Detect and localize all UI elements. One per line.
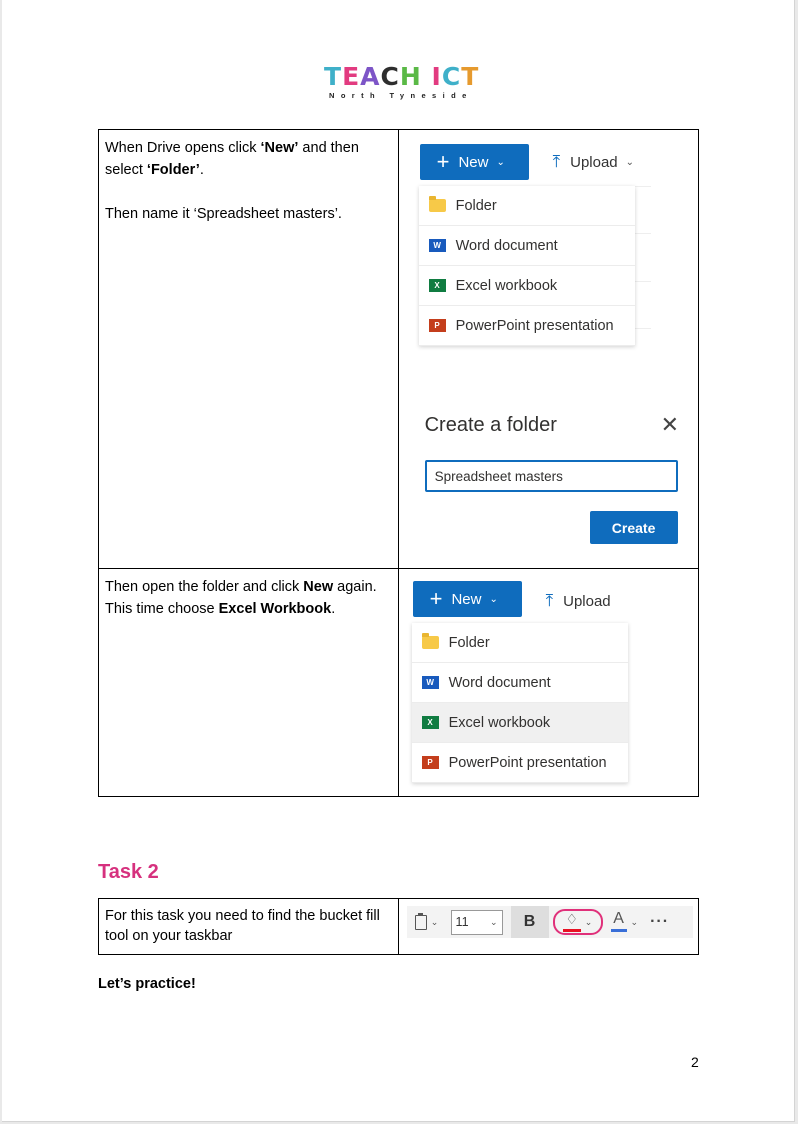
plus-icon: + [429, 586, 443, 611]
plus-icon: + [436, 149, 450, 174]
chevron-down-icon: ⌄ [430, 916, 439, 927]
instruction-cell-2 [99, 569, 399, 797]
dialog-title: Create a folder [424, 414, 557, 436]
task-2-table [98, 898, 699, 955]
more-options-icon[interactable]: ··· [650, 913, 670, 930]
logo-subtitle: North Tyneside [329, 91, 473, 100]
menu-item-excel[interactable]: X Excel workbook [419, 266, 635, 306]
logo-letter [422, 64, 432, 90]
menu-item-folder[interactable]: Folder [412, 623, 628, 663]
table-row [99, 130, 699, 569]
new-menu [412, 623, 628, 783]
logo-letter: C [441, 62, 462, 91]
chevron-down-icon: ⌄ [496, 156, 505, 168]
excel-icon: X [422, 716, 439, 729]
upload-icon: ⤒ [545, 591, 554, 610]
table-row [99, 569, 699, 797]
excel-icon: X [429, 279, 446, 292]
chevron-down-icon: ⌄ [584, 916, 593, 927]
font-color-button[interactable] [611, 911, 639, 933]
instructions-table [98, 129, 699, 797]
screenshot-cell-2 [398, 569, 698, 797]
formatting-toolbar [407, 906, 693, 938]
menu-item-word[interactable]: W Word document [419, 226, 635, 266]
folder-name-input[interactable] [425, 460, 678, 492]
upload-icon: ⤒ [552, 152, 561, 171]
word-icon: W [422, 676, 439, 689]
logo-letter: I [431, 62, 442, 91]
chevron-down-icon: ⌄ [490, 916, 498, 927]
instruction-text-2: Then name it ‘Spreadsheet masters’. [105, 206, 342, 222]
logo-letter: T [461, 62, 480, 91]
font-size-select[interactable]: 11 ⌄ [451, 910, 503, 935]
menu-item-word[interactable]: W Word document [412, 663, 628, 703]
practice-heading: Let’s practice! [98, 976, 196, 992]
page-number: 2 [691, 1054, 699, 1070]
new-menu [419, 186, 635, 346]
clipboard-icon [415, 915, 427, 930]
powerpoint-icon: P [429, 319, 446, 332]
menu-item-powerpoint[interactable]: P PowerPoint presentation [412, 743, 628, 783]
instruction-text-1: When Drive opens click ‘New’ and then select ‘Folder’. [105, 140, 359, 178]
logo-letter: A [360, 62, 381, 91]
task-2-text: For this task you need to find the bucket fill tool on your taskbar [105, 908, 380, 944]
font-color-icon: A [611, 911, 627, 933]
screenshot-cell-1 [398, 130, 698, 569]
task-2-text-cell [99, 899, 399, 955]
logo-letter: C [380, 62, 400, 91]
logo-letter: E [342, 62, 361, 91]
instruction-cell-1 [99, 130, 399, 569]
menu-item-folder[interactable]: Folder [419, 186, 635, 226]
menu-item-excel[interactable]: X Excel workbook [412, 703, 628, 743]
chevron-down-icon: ⌄ [489, 593, 498, 605]
upload-button[interactable]: ⤒ Upload [545, 591, 611, 610]
upload-button[interactable]: ⤒ Upload ⌄ [552, 152, 635, 171]
bold-button[interactable]: B [511, 906, 549, 938]
bucket-fill-button[interactable] [553, 909, 603, 935]
powerpoint-icon: P [422, 756, 439, 769]
task-2-heading: Task 2 [98, 861, 159, 883]
instruction-text-3: Then open the folder and click New again. This time choose Excel Workbook. [105, 579, 377, 617]
chevron-down-icon: ⌄ [630, 916, 639, 927]
word-icon: W [429, 239, 446, 252]
logo-letter: H [399, 62, 422, 91]
create-button[interactable]: Create [590, 511, 678, 544]
folder-icon [422, 636, 439, 649]
logo-wordmark [324, 64, 480, 90]
close-icon[interactable]: ✕ [660, 412, 680, 437]
table-row [99, 899, 699, 955]
teach-ict-logo [324, 64, 480, 100]
chevron-down-icon: ⌄ [625, 156, 635, 168]
document-page [2, 0, 795, 1122]
paste-button[interactable] [407, 915, 447, 930]
paint-bucket-icon: ♢ [563, 912, 581, 932]
new-button[interactable]: + New ⌄ [420, 144, 529, 180]
folder-icon [429, 199, 446, 212]
logo-letter: T [324, 62, 343, 91]
menu-item-powerpoint[interactable]: P PowerPoint presentation [419, 306, 635, 346]
toolbar-screenshot-cell [398, 899, 698, 955]
new-button[interactable]: + New ⌄ [413, 581, 522, 617]
